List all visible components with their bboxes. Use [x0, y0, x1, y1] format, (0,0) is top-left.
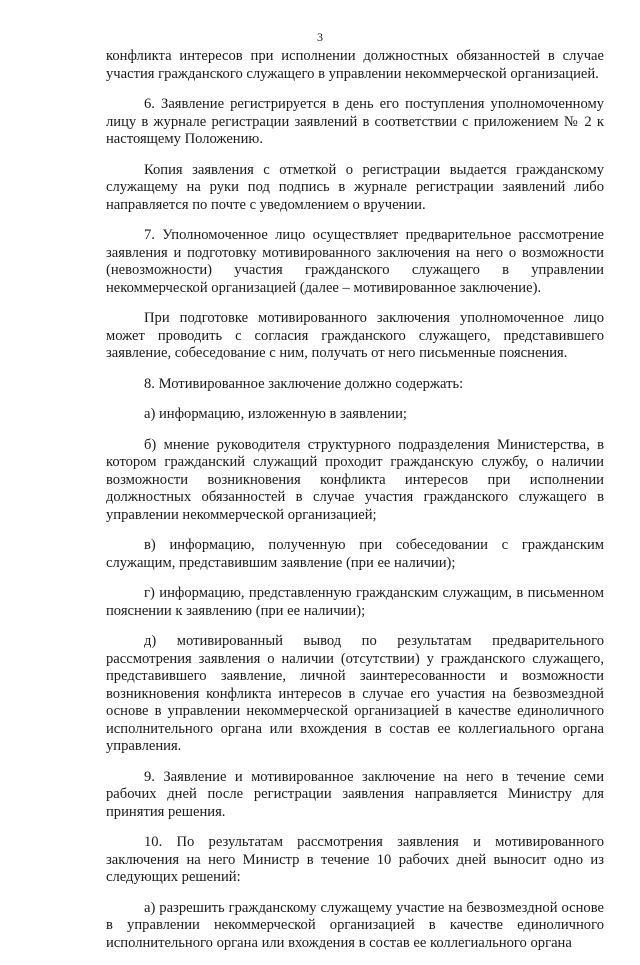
- paragraph-item-10: 10. По результатам рассмотрения заявления и мотивированного заключения на него Министр в течение 10 рабочих дней выносит одно из следующих решений:: [106, 834, 604, 885]
- paragraph-item-9: 9. Заявление и мотивированное заключение на него в течение семи рабочих дней после регистрации заявления направляется Министру для принятия решения.: [106, 768, 604, 820]
- paragraph-subitem-a: а) информацию, изложенную в заявлении;: [144, 406, 407, 422]
- paragraph-item-6: 6. Заявление регистрируется в день его поступления уполномоченному лицу в журнале регистрации заявлений в соответствии с приложением № 2 к настоящему Положению.: [106, 96, 604, 147]
- paragraph-item-8: 8. Мотивированное заключение должно содержать:: [144, 375, 464, 392]
- paragraph-item-7: 7. Уполномоченное лицо осуществляет предварительное рассмотрение заявления и подготовку мотивированного заключения на него о возможности (невозможности) участия гражданского служащего в управлении некоммерческой организацией (далее – мотивированное заключение).: [106, 227, 604, 296]
- paragraph-copy-registration: Копия заявления с отметкой о регистрации выдается гражданскому служащему на руки под подпись в журнале регистрации заявлений либо направляется по почте с уведомлением о вручении.: [106, 161, 604, 213]
- paragraph-continuation: конфликта интересов при исполнении должностных обязанностей в случае участия гражданского служащего в управлении некоммерческой организацией.: [106, 48, 604, 82]
- paragraph-subitem-g: г) информацию, представленную гражданским служащим, в письменном пояснении к заявлению (при ее наличии);: [106, 585, 604, 619]
- document-body: [106, 48, 604, 965]
- paragraph-interview: При подготовке мотивированного заключения уполномоченное лицо может проводить с согласия гражданского служащего, представившего заявление, собеседование с ним, получать от него письменные пояснения.: [106, 310, 604, 361]
- paragraph-decision-a: а) разрешить гражданскому служащему участие на безвозмездной основе в управлении некоммерческой организацией в качестве единоличного исполнительного органа или вхождения в состав ее коллегиального органа: [106, 899, 604, 951]
- paragraph-subitem-d: д) мотивированный вывод по результатам предварительного рассмотрения заявления о наличии (отсутствии) у гражданского служащего, представившего заявление, личной заинтересованности и возможности возникновения конфликта интересов в случае его участия на безвозмездной основе в управлении некоммерческой организацией в качестве единоличного исполнительного органа или вхождения в состав ее коллегиального органа управления.: [106, 633, 604, 754]
- paragraph-subitem-b: б) мнение руководителя структурного подразделения Министерства, в котором гражданский служащий проходит гражданскую службу, о наличии возможности возникновения конфликта интересов при исполнении должностных обязанностей в случае участия гражданского служащего в управлении некоммерческой организацией;: [106, 436, 604, 523]
- paragraph-subitem-v: в) информацию, полученную при собеседовании с гражданским служащим, представившим заявление (при ее наличии);: [106, 537, 604, 571]
- page-number: 3: [317, 30, 323, 44]
